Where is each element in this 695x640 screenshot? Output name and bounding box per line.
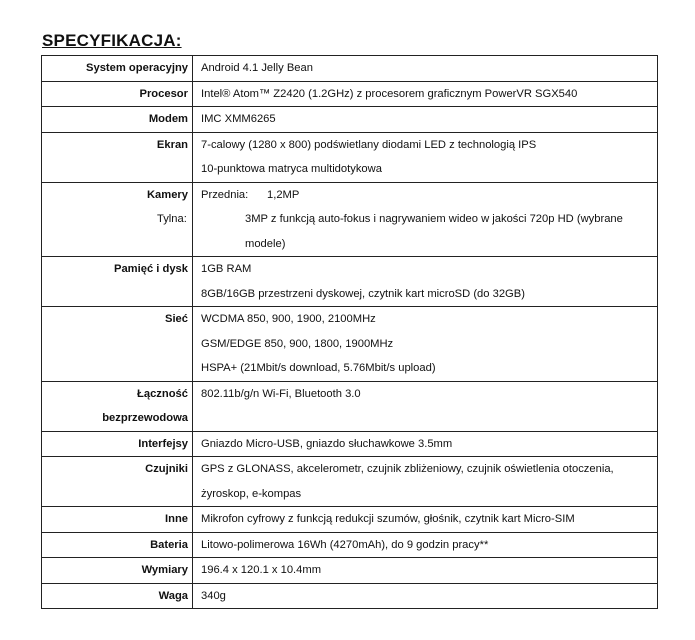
spec-value: [193, 381, 658, 431]
spec-row: [42, 107, 658, 133]
spec-label-text: Procesor: [139, 87, 188, 100]
spec-value-text: Mikrofon cyfrowy z funkcją redukcji szumów, głośnik, czytnik kart Micro-SIM: [201, 513, 575, 525]
spec-label-text: Ekran: [156, 138, 188, 151]
spec-row: [42, 307, 658, 382]
spec-value: [193, 56, 658, 82]
spec-value: [193, 457, 658, 507]
spec-value: [193, 558, 658, 584]
spec-label: [42, 558, 193, 584]
spec-value: [193, 257, 658, 307]
spec-row: [42, 132, 658, 182]
spec-value: [193, 431, 658, 457]
camera-back-line: [157, 207, 657, 256]
spec-value-text: żyroskop, e-kompas: [201, 487, 302, 500]
spec-value-text: GPS z GLONASS, akcelerometr, czujnik zbliżeniowy, czujnik oświetlenia otoczenia,: [201, 463, 614, 475]
spec-label-text: Czujniki: [145, 463, 188, 475]
spec-row: [42, 558, 658, 584]
spec-value-text: 8GB/16GB przestrzeni dyskowej, czytnik kart microSD (do 32GB): [201, 287, 525, 300]
spec-label: [42, 307, 193, 382]
spec-value-text: 10-punktowa matryca multidotykowa: [201, 163, 382, 175]
camera-back-key: Tylna:: [157, 213, 187, 225]
spec-value: [193, 107, 658, 133]
spec-label: [42, 381, 193, 431]
spec-label-text: Waga: [158, 589, 188, 602]
spec-label-text: bezprzewodowa: [102, 412, 188, 424]
camera-front-value: 1,2MP: [267, 188, 300, 201]
spec-label-text: Modem: [148, 113, 188, 125]
spec-label: [42, 132, 193, 182]
spec-label-text: System operacyjny: [86, 62, 188, 74]
spec-value-text: 7-calowy (1280 x 800) podświetlany diodami LED z technologią IPS: [201, 138, 537, 151]
spec-label: [42, 257, 193, 307]
spec-value-text: 340g: [201, 589, 226, 602]
spec-label: [42, 56, 193, 82]
spec-label-text: Bateria: [150, 538, 188, 551]
spec-value-text: 802.11b/g/n Wi-Fi, Bluetooth 3.0: [201, 387, 361, 400]
camera-front-line: [201, 183, 657, 208]
spec-label: [42, 507, 193, 533]
spec-row: [42, 583, 658, 609]
spec-value: [193, 507, 658, 533]
spec-label: [42, 107, 193, 133]
page-title: SPECYFIKACJA:: [42, 31, 182, 50]
spec-label-text: Sieć: [164, 313, 188, 325]
spec-label-text: Inne: [165, 513, 188, 525]
spec-row: [42, 457, 658, 507]
spec-value-text: Android 4.1 Jelly Bean: [201, 62, 313, 74]
spec-value: [193, 307, 658, 382]
spec-label: [42, 457, 193, 507]
spec-value-text: IMC XMM6265: [201, 113, 276, 125]
spec-row: [42, 507, 658, 533]
spec-row: [42, 381, 658, 431]
spec-value-text: Gniazdo Micro-USB, gniazdo słuchawkowe 3.5mm: [201, 437, 453, 450]
spec-label-text: Pamięć i dysk: [113, 263, 188, 275]
spec-value-text: Intel® Atom™ Z2420 (1.2GHz) z procesorem graficznym PowerVR SGX540: [201, 87, 578, 100]
camera-back-value: 3MP z funkcją auto-fokus i nagrywaniem wideo w jakości 720p HD (wybrane modele): [245, 213, 623, 250]
spec-value: [193, 81, 658, 107]
spec-value: [193, 583, 658, 609]
spec-value-text: Litowo-polimerowa 16Wh (4270mAh), do 9 godzin pracy**: [201, 538, 489, 551]
spec-label-text: Wymiary: [141, 564, 188, 576]
spec-value-text: 1GB RAM: [201, 263, 252, 275]
spec-label-text: Kamery: [146, 188, 188, 201]
spec-label: [42, 81, 193, 107]
spec-row: [42, 182, 658, 257]
spec-label: [42, 532, 193, 558]
spec-value-text: HSPA+ (21Mbit/s download, 5.76Mbit/s upload): [201, 362, 436, 374]
spec-row: [42, 257, 658, 307]
spec-label: [42, 583, 193, 609]
spec-table: [41, 55, 658, 609]
spec-label-text: Łączność: [137, 387, 188, 400]
spec-value: [193, 132, 658, 182]
spec-value: [193, 532, 658, 558]
camera-front-key: Przednia:: [201, 188, 249, 201]
spec-value-text: WCDMA 850, 900, 1900, 2100MHz: [201, 313, 376, 325]
spec-row: [42, 81, 658, 107]
spec-value-text: GSM/EDGE 850, 900, 1800, 1900MHz: [201, 337, 394, 350]
spec-value-text: 196.4 x 120.1 x 10.4mm: [201, 564, 322, 576]
spec-row: [42, 431, 658, 457]
spec-row: [42, 532, 658, 558]
spec-label-text: Interfejsy: [138, 437, 188, 450]
spec-row: [42, 56, 658, 82]
spec-label: [42, 431, 193, 457]
